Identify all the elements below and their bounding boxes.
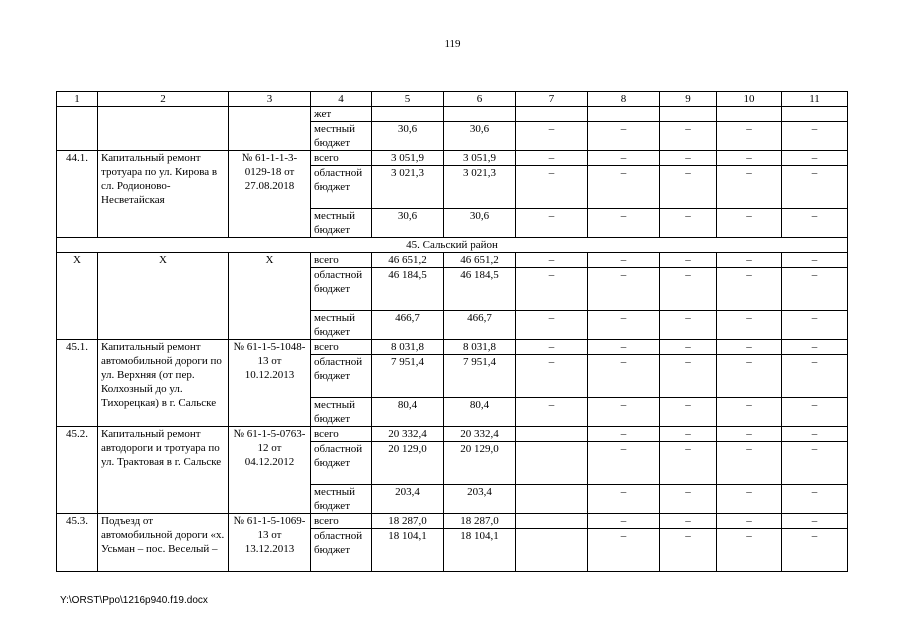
row-number: 45.3. xyxy=(57,514,98,572)
budget-type: всего xyxy=(311,253,372,268)
dash-cell: – xyxy=(782,485,848,514)
column-header: 9 xyxy=(660,92,717,107)
dash-cell: – xyxy=(717,122,782,151)
budget-type: местный бюджет xyxy=(311,209,372,238)
budget-type: местный бюджет xyxy=(311,398,372,427)
budget-type: областной бюджет xyxy=(311,355,372,398)
cell xyxy=(229,107,311,151)
dash-cell: – xyxy=(588,253,660,268)
dash-cell: – xyxy=(717,529,782,572)
value-cell: 30,6 xyxy=(444,209,516,238)
dash-cell: – xyxy=(660,442,717,485)
dash-cell: – xyxy=(660,398,717,427)
table-row xyxy=(57,253,848,268)
dash-cell: – xyxy=(782,514,848,529)
document-ref: № 61-1-1-3-0129-18 от 27.08.2018 xyxy=(229,151,311,238)
column-header: 6 xyxy=(444,92,516,107)
value-cell: 8 031,8 xyxy=(372,340,444,355)
dash-cell: – xyxy=(782,442,848,485)
table-row xyxy=(57,151,848,166)
dash-cell: – xyxy=(588,122,660,151)
page-number: 119 xyxy=(444,38,461,50)
dash-cell: – xyxy=(717,209,782,238)
cell xyxy=(372,107,444,122)
dash-cell: – xyxy=(588,529,660,572)
cell xyxy=(516,485,588,514)
cell xyxy=(660,107,717,122)
budget-type: жет xyxy=(311,107,372,122)
object-name: Подъезд от автомобильной дороги «х. Усьман – пос. Веселый – xyxy=(98,514,229,572)
cell xyxy=(717,107,782,122)
column-header: 1 xyxy=(57,92,98,107)
object-name: Капитальный ремонт автомобильной дороги по ул. Верхняя (от пер. Колхозный до ул. Тихорецкая) в г. Сальске xyxy=(98,340,229,427)
value-cell: 8 031,8 xyxy=(444,340,516,355)
header-row xyxy=(57,92,848,107)
dash-cell: – xyxy=(660,311,717,340)
dash-cell: – xyxy=(782,209,848,238)
column-header: 2 xyxy=(98,92,229,107)
budget-type: областной бюджет xyxy=(311,166,372,209)
table-row xyxy=(57,427,848,442)
document-ref: X xyxy=(229,253,311,340)
file-path: Y:\ORST\Ppo\1216p940.f19.docx xyxy=(60,595,208,606)
dash-cell: – xyxy=(782,151,848,166)
object-name: Капитальный ремонт автодороги и тротуара по ул. Трактовая в г. Сальске xyxy=(98,427,229,514)
row-number: 45.1. xyxy=(57,340,98,427)
dash-cell: – xyxy=(588,340,660,355)
dash-cell: – xyxy=(717,398,782,427)
column-header: 8 xyxy=(588,92,660,107)
dash-cell: – xyxy=(516,166,588,209)
dash-cell: – xyxy=(588,268,660,311)
row-number: 45.2. xyxy=(57,427,98,514)
cell xyxy=(98,107,229,151)
cell xyxy=(516,107,588,122)
dash-cell: – xyxy=(588,485,660,514)
column-header: 3 xyxy=(229,92,311,107)
value-cell: 203,4 xyxy=(372,485,444,514)
dash-cell: – xyxy=(782,529,848,572)
dash-cell: – xyxy=(660,514,717,529)
column-header: 11 xyxy=(782,92,848,107)
cell xyxy=(516,427,588,442)
value-cell: 46 184,5 xyxy=(372,268,444,311)
dash-cell: – xyxy=(782,340,848,355)
cell xyxy=(516,529,588,572)
dash-cell: – xyxy=(660,166,717,209)
cell xyxy=(588,107,660,122)
dash-cell: – xyxy=(660,355,717,398)
dash-cell: – xyxy=(782,427,848,442)
dash-cell: – xyxy=(782,166,848,209)
budget-type: местный бюджет xyxy=(311,122,372,151)
value-cell: 18 287,0 xyxy=(444,514,516,529)
value-cell: 466,7 xyxy=(444,311,516,340)
dash-cell: – xyxy=(782,268,848,311)
document-ref: № 61-1-5-1069-13 от 13.12.2013 xyxy=(229,514,311,572)
value-cell: 18 104,1 xyxy=(444,529,516,572)
value-cell: 18 104,1 xyxy=(372,529,444,572)
value-cell: 30,6 xyxy=(372,122,444,151)
budget-type: областной бюджет xyxy=(311,442,372,485)
cell xyxy=(782,107,848,122)
dash-cell: – xyxy=(588,355,660,398)
dash-cell: – xyxy=(660,529,717,572)
budget-type: местный бюджет xyxy=(311,311,372,340)
table-row xyxy=(57,514,848,529)
cell xyxy=(516,514,588,529)
object-name: X xyxy=(98,253,229,340)
budget-table xyxy=(56,91,848,572)
dash-cell: – xyxy=(516,122,588,151)
section-row xyxy=(57,238,848,253)
value-cell: 20 332,4 xyxy=(444,427,516,442)
dash-cell: – xyxy=(516,355,588,398)
dash-cell: – xyxy=(717,427,782,442)
dash-cell: – xyxy=(516,398,588,427)
dash-cell: – xyxy=(516,268,588,311)
value-cell: 30,6 xyxy=(444,122,516,151)
value-cell: 466,7 xyxy=(372,311,444,340)
budget-type: всего xyxy=(311,514,372,529)
dash-cell: – xyxy=(516,209,588,238)
dash-cell: – xyxy=(588,209,660,238)
document-ref: № 61-1-5-0763-12 от 04.12.2012 xyxy=(229,427,311,514)
budget-type: областной бюджет xyxy=(311,529,372,572)
value-cell: 3 051,9 xyxy=(444,151,516,166)
cell xyxy=(57,107,98,151)
dash-cell: – xyxy=(660,209,717,238)
cell xyxy=(444,107,516,122)
value-cell: 7 951,4 xyxy=(372,355,444,398)
table-row xyxy=(57,340,848,355)
row-number: X xyxy=(57,253,98,340)
column-header: 7 xyxy=(516,92,588,107)
value-cell: 203,4 xyxy=(444,485,516,514)
budget-type: всего xyxy=(311,151,372,166)
dash-cell: – xyxy=(516,253,588,268)
dash-cell: – xyxy=(717,340,782,355)
dash-cell: – xyxy=(516,311,588,340)
dash-cell: – xyxy=(660,151,717,166)
value-cell: 20 129,0 xyxy=(444,442,516,485)
dash-cell: – xyxy=(717,268,782,311)
dash-cell: – xyxy=(660,427,717,442)
budget-type: местный бюджет xyxy=(311,485,372,514)
budget-type: областной бюджет xyxy=(311,268,372,311)
dash-cell: – xyxy=(717,355,782,398)
table-row xyxy=(57,107,848,122)
value-cell: 3 051,9 xyxy=(372,151,444,166)
dash-cell: – xyxy=(588,442,660,485)
value-cell: 20 332,4 xyxy=(372,427,444,442)
dash-cell: – xyxy=(782,253,848,268)
value-cell: 30,6 xyxy=(372,209,444,238)
dash-cell: – xyxy=(588,427,660,442)
dash-cell: – xyxy=(782,355,848,398)
column-header: 5 xyxy=(372,92,444,107)
dash-cell: – xyxy=(782,311,848,340)
dash-cell: – xyxy=(588,311,660,340)
dash-cell: – xyxy=(588,151,660,166)
dash-cell: – xyxy=(516,340,588,355)
value-cell: 80,4 xyxy=(444,398,516,427)
dash-cell: – xyxy=(588,398,660,427)
section-title: 45. Сальский район xyxy=(57,238,848,253)
dash-cell: – xyxy=(588,514,660,529)
value-cell: 46 184,5 xyxy=(444,268,516,311)
dash-cell: – xyxy=(717,311,782,340)
dash-cell: – xyxy=(782,122,848,151)
value-cell: 18 287,0 xyxy=(372,514,444,529)
budget-type: всего xyxy=(311,427,372,442)
dash-cell: – xyxy=(717,253,782,268)
dash-cell: – xyxy=(660,340,717,355)
value-cell: 3 021,3 xyxy=(444,166,516,209)
value-cell: 46 651,2 xyxy=(444,253,516,268)
column-header: 10 xyxy=(717,92,782,107)
dash-cell: – xyxy=(660,122,717,151)
dash-cell: – xyxy=(660,253,717,268)
dash-cell: – xyxy=(717,166,782,209)
value-cell: 3 021,3 xyxy=(372,166,444,209)
cell xyxy=(516,442,588,485)
value-cell: 46 651,2 xyxy=(372,253,444,268)
dash-cell: – xyxy=(660,485,717,514)
dash-cell: – xyxy=(717,485,782,514)
dash-cell: – xyxy=(717,514,782,529)
document-ref: № 61-1-5-1048-13 от 10.12.2013 xyxy=(229,340,311,427)
budget-type: всего xyxy=(311,340,372,355)
dash-cell: – xyxy=(660,268,717,311)
dash-cell: – xyxy=(717,442,782,485)
dash-cell: – xyxy=(782,398,848,427)
value-cell: 20 129,0 xyxy=(372,442,444,485)
value-cell: 80,4 xyxy=(372,398,444,427)
object-name: Капитальный ремонт тротуара по ул. Кирова в сл. Родионово-Несветайская xyxy=(98,151,229,238)
row-number: 44.1. xyxy=(57,151,98,238)
dash-cell: – xyxy=(588,166,660,209)
dash-cell: – xyxy=(516,151,588,166)
value-cell: 7 951,4 xyxy=(444,355,516,398)
column-header: 4 xyxy=(311,92,372,107)
dash-cell: – xyxy=(717,151,782,166)
